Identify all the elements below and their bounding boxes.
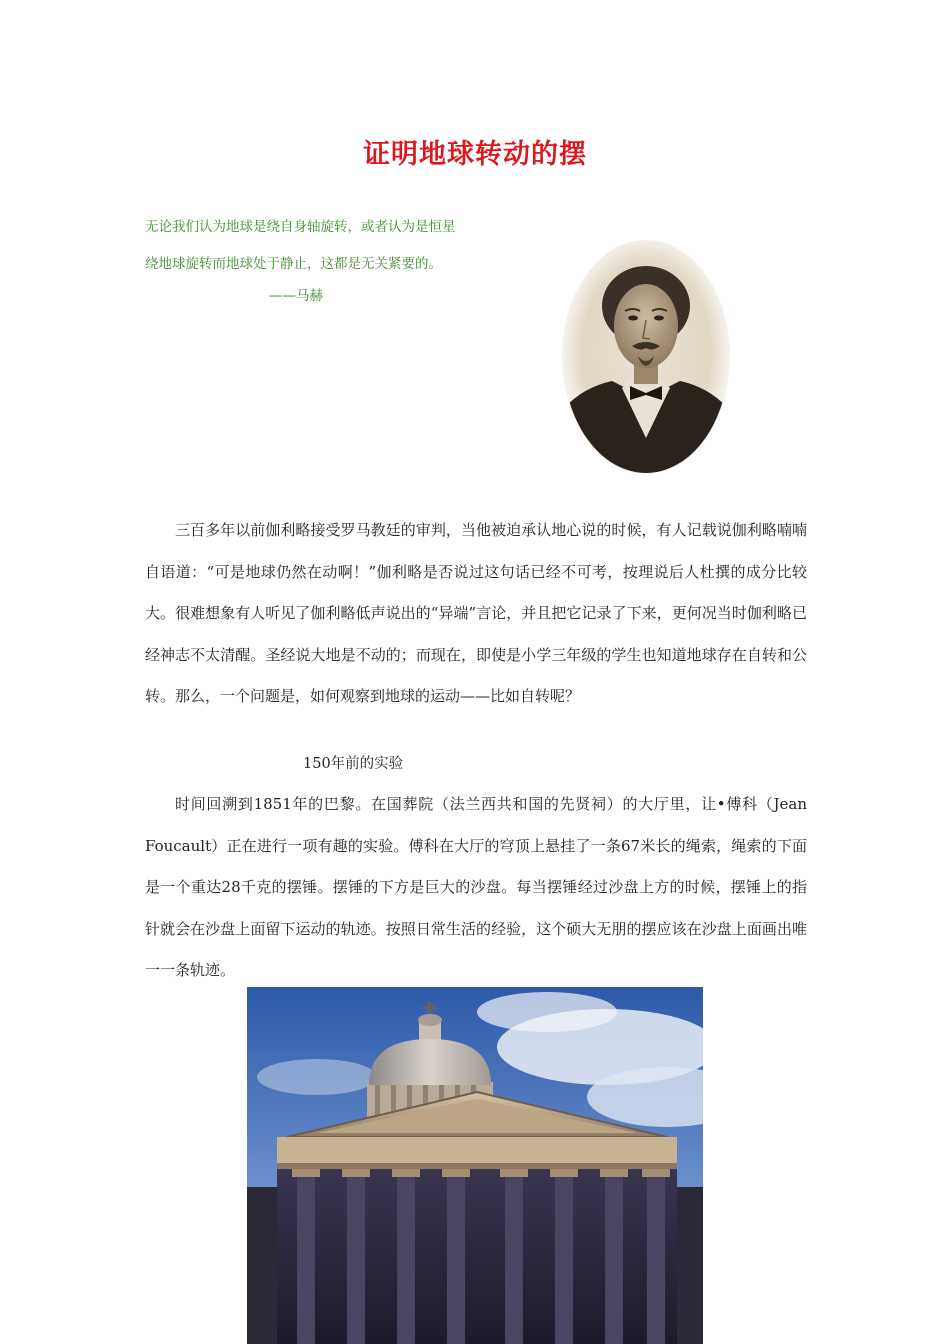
page-title: 证明地球转动的摆 <box>363 139 587 170</box>
body-paragraph: 时间回溯到1851年的巴黎。在国葬院（法兰西共和国的先贤祠）的大厅里，让•傅科（Jean Foucault）正在进行一项有趣的实验。傅科在大厅的穹顶上悬挂了一条67米长的绳索，绳索的下面是一个重达28千克的摆锤。摆锤的下方是巨大的沙盘。每当摆锤经过沙盘上方的时候，摆锤上的指针就会在沙盘上面留下运动的轨迹。按照日常生活的经验，这个硕大无朋的摆应该在沙盘上面画出唯一一条轨迹。 <box>145 795 807 979</box>
body-section-2 <box>145 784 807 992</box>
quote-author: ——马赫 <box>269 288 323 304</box>
epigraph-quote <box>145 213 505 305</box>
portrait-photo <box>560 238 732 476</box>
pantheon-photo <box>247 987 703 1344</box>
quote-line: 绕地球旋转而地球处于静止，这都是无关紧要的。 <box>145 256 442 272</box>
body-section-1 <box>145 510 807 718</box>
quote-line: 无论我们认为地球是绕自身轴旋转，或者认为是恒星 <box>145 219 456 235</box>
section-heading: 150年前的实验 <box>303 756 404 772</box>
body-paragraph: 三百多年以前伽利略接受罗马教廷的审判，当他被迫承认地心说的时候，有人记载说伽利略喃喃自语道：“可是地球仍然在动啊！”伽利略是否说过这句话已经不可考，按理说后人杜撰的成分比较大。很难想象有人听见了伽利略低声说出的“异端”言论，并且把它记录了下来，更何况当时伽利略已经神志不太清醒。圣经说大地是不动的；而现在，即使是小学三年级的学生也知道地球存在自转和公转。那么，一个问题是，如何观察到地球的运动——比如自转呢？ <box>145 521 807 705</box>
